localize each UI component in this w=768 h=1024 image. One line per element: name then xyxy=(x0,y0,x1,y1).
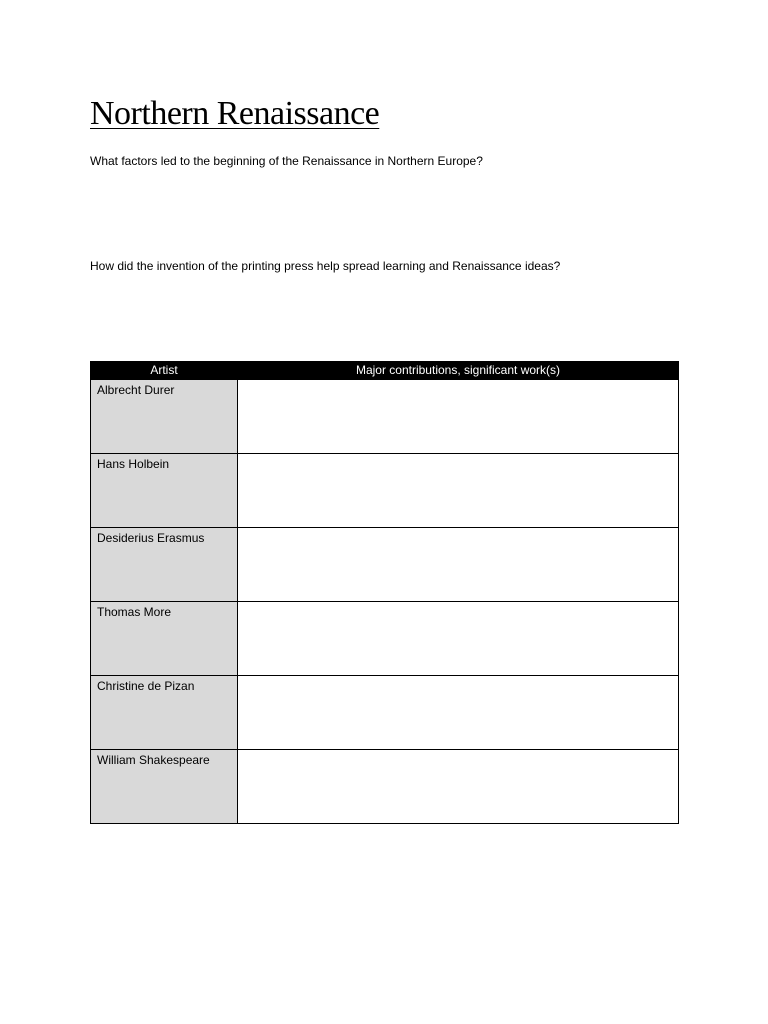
table-row xyxy=(91,750,679,824)
page-title: Northern Renaissance xyxy=(90,95,380,132)
contribution-cell[interactable] xyxy=(238,602,679,676)
contribution-cell[interactable] xyxy=(238,454,679,528)
question-1: What factors led to the beginning of the Renaissance in Northern Europe? xyxy=(90,154,483,168)
artist-cell: Albrecht Durer xyxy=(91,380,238,454)
table-row xyxy=(91,380,679,454)
table-header xyxy=(91,362,679,380)
artist-cell: Christine de Pizan xyxy=(91,676,238,750)
table-row xyxy=(91,528,679,602)
contribution-cell[interactable] xyxy=(238,380,679,454)
contribution-cell[interactable] xyxy=(238,676,679,750)
artist-cell: Hans Holbein xyxy=(91,454,238,528)
artist-cell: Thomas More xyxy=(91,602,238,676)
table-row xyxy=(91,602,679,676)
table-row xyxy=(91,454,679,528)
artist-table xyxy=(90,361,679,824)
table-row xyxy=(91,676,679,750)
contribution-cell[interactable] xyxy=(238,750,679,824)
artist-cell: William Shakespeare xyxy=(91,750,238,824)
artist-cell: Desiderius Erasmus xyxy=(91,528,238,602)
header-artist: Artist xyxy=(91,362,238,380)
table-header-row xyxy=(91,362,679,380)
contribution-cell[interactable] xyxy=(238,528,679,602)
question-2: How did the invention of the printing press help spread learning and Renaissance ideas? xyxy=(90,259,561,273)
header-contributions: Major contributions, significant work(s) xyxy=(238,362,679,380)
